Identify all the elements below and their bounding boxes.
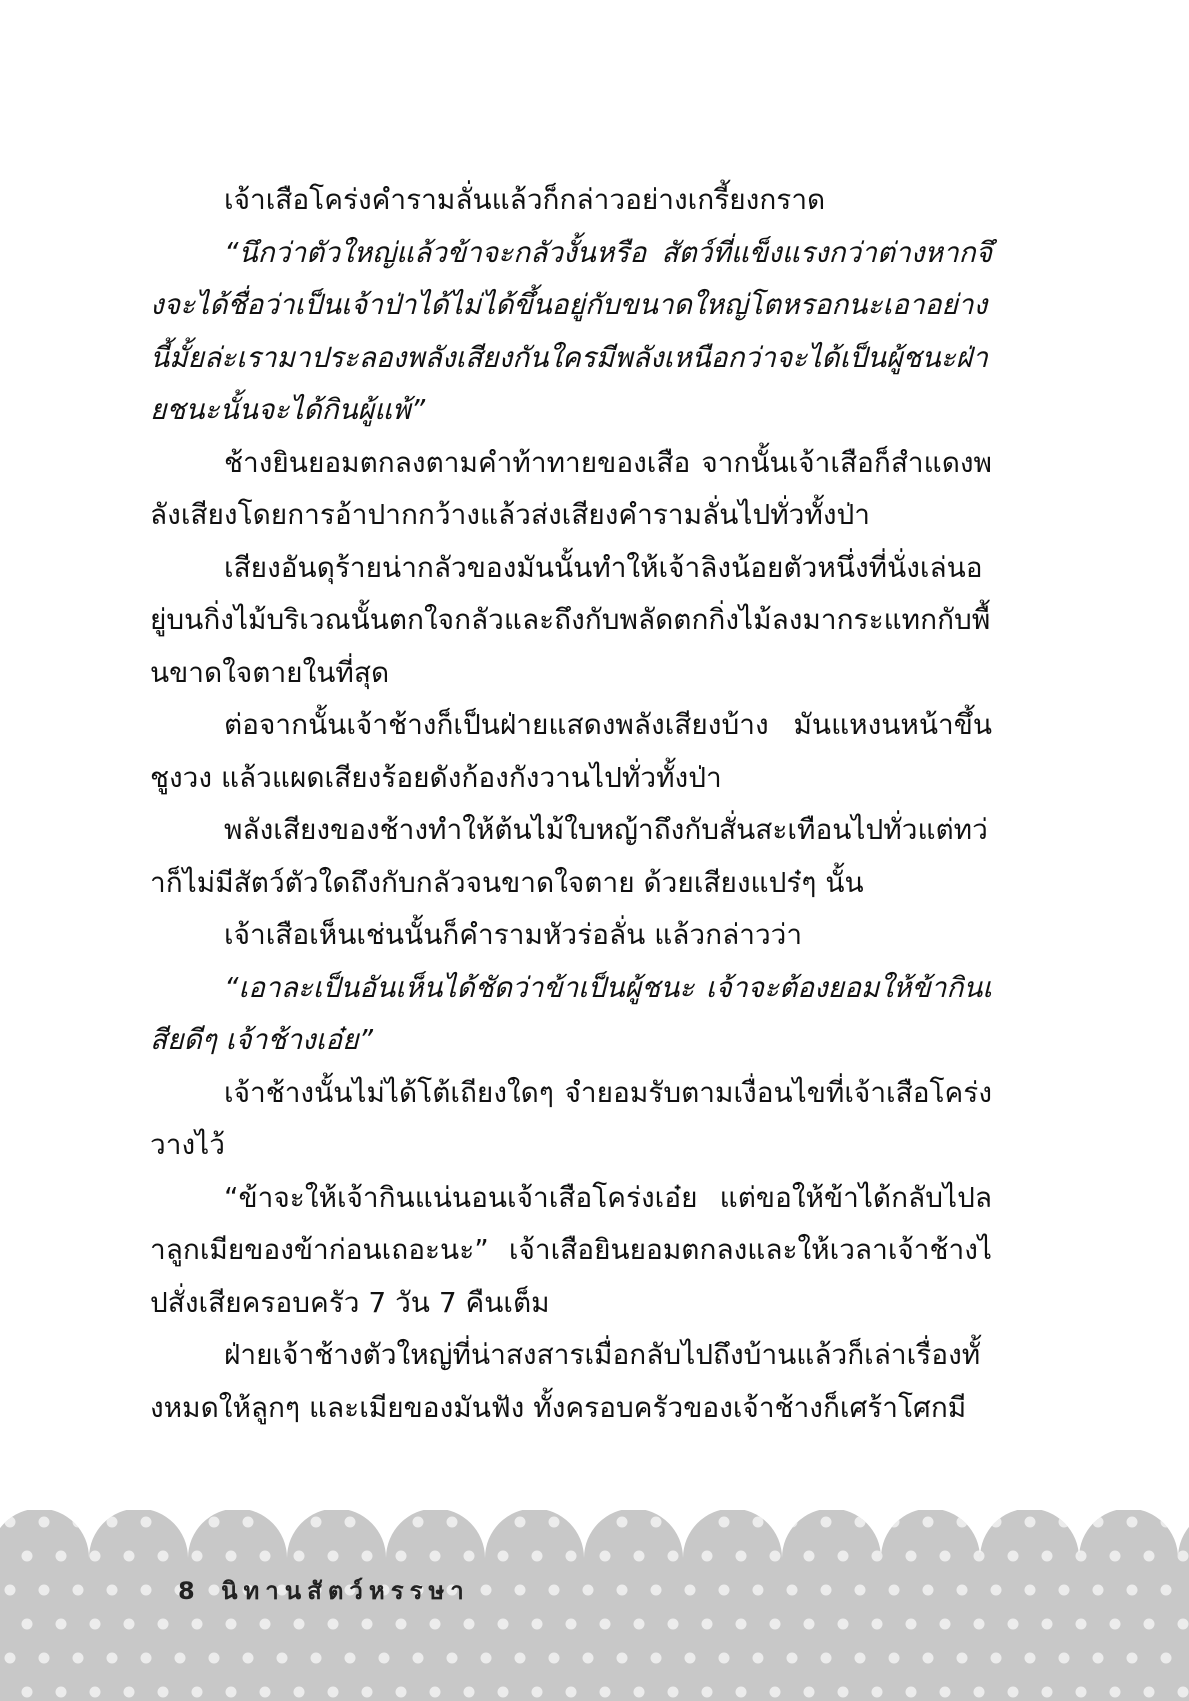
polka-dot (192, 1687, 203, 1698)
polka-dot (1076, 1619, 1087, 1630)
polka-dot (107, 1585, 118, 1596)
polka-dot (583, 1517, 594, 1528)
polka-dot (430, 1619, 441, 1630)
polka-dot (566, 1551, 577, 1562)
polka-dot (617, 1517, 628, 1528)
polka-dot (1042, 1551, 1053, 1562)
polka-dot (702, 1551, 713, 1562)
polka-dot (719, 1517, 730, 1528)
polka-dot (124, 1551, 135, 1562)
polka-dot (481, 1585, 492, 1596)
polka-dot (141, 1517, 152, 1528)
polka-dot (906, 1551, 917, 1562)
polka-dot (294, 1619, 305, 1630)
polka-dot (379, 1653, 390, 1664)
page-footer (178, 1571, 470, 1610)
polka-dot (5, 1585, 16, 1596)
polka-dot (617, 1653, 628, 1664)
polka-dot (685, 1585, 696, 1596)
polka-dot (1008, 1551, 1019, 1562)
polka-dot (855, 1653, 866, 1664)
polka-dot (56, 1619, 67, 1630)
polka-dot (634, 1687, 645, 1698)
polka-dot (5, 1517, 16, 1528)
polka-dot (260, 1619, 271, 1630)
polka-dot (124, 1687, 135, 1698)
polka-dot (311, 1517, 322, 1528)
polka-dot (192, 1619, 203, 1630)
polka-dot (22, 1619, 33, 1630)
polka-dot (1059, 1585, 1070, 1596)
polka-dot (396, 1687, 407, 1698)
polka-dot (413, 1517, 424, 1528)
polka-dot (226, 1551, 237, 1562)
polka-dot (634, 1619, 645, 1630)
polka-dot (940, 1551, 951, 1562)
paragraph: เจ้าช้างนั้นไม่ได้โต้เถียงใดๆ จำยอมรับตามเงื่อนไขที่เจ้าเสือโคร่งวางไว้ (150, 1075, 992, 1161)
polka-dot (974, 1551, 985, 1562)
polka-dot (141, 1653, 152, 1664)
paragraph: “ข้าจะให้เจ้ากินแน่นอนเจ้าเสือโคร่งเอ๋ย แต่ขอให้ข้าได้กลับไปลาลูกเมียของข้าก่อนเถอะนะ” เจ้าเสือยินยอมตกลงและให้เวลาเจ้าช้างไปสั่งเสียครอบครัว 7 วัน 7 คืนเต็ม (150, 1180, 992, 1319)
polka-dot (1144, 1551, 1155, 1562)
polka-dot (430, 1551, 441, 1562)
polka-dot (175, 1653, 186, 1664)
polka-dot (600, 1687, 611, 1698)
polka-dot (141, 1585, 152, 1596)
polka-dot (991, 1585, 1002, 1596)
polka-dot (685, 1653, 696, 1664)
polka-dot (991, 1653, 1002, 1664)
polka-dot (328, 1687, 339, 1698)
polka-dot (1161, 1585, 1172, 1596)
polka-dot (73, 1517, 84, 1528)
polka-dot (124, 1619, 135, 1630)
polka-dot (889, 1653, 900, 1664)
polka-dot (821, 1653, 832, 1664)
polka-dot (855, 1585, 866, 1596)
polka-dot (1042, 1619, 1053, 1630)
polka-dot (753, 1517, 764, 1528)
polka-dot (22, 1551, 33, 1562)
polka-dot (668, 1619, 679, 1630)
polka-dot (1144, 1687, 1155, 1698)
polka-dot (379, 1517, 390, 1528)
polka-dot (90, 1551, 101, 1562)
polka-dot (209, 1653, 220, 1664)
polka-dot (889, 1585, 900, 1596)
polka-dot (617, 1585, 628, 1596)
polka-dot (1059, 1653, 1070, 1664)
polka-dot (226, 1619, 237, 1630)
paragraph: เจ้าเสือเห็นเช่นนั้นก็คำรามหัวร่อลั่น แล้วกล่าวว่า (224, 918, 803, 951)
paragraph: เจ้าเสือโคร่งคำรามลั่นแล้วก็กล่าวอย่างเกรี้ยงกราด (224, 183, 826, 216)
polka-dot (1110, 1619, 1121, 1630)
polka-dot (651, 1585, 662, 1596)
polka-dot (532, 1619, 543, 1630)
polka-dot (906, 1687, 917, 1698)
polka-dot (1110, 1551, 1121, 1562)
polka-dot (481, 1517, 492, 1528)
polka-dot (906, 1619, 917, 1630)
polka-dot (362, 1687, 373, 1698)
polka-dot (600, 1619, 611, 1630)
polka-dot (634, 1551, 645, 1562)
polka-dot (651, 1653, 662, 1664)
polka-dot (821, 1585, 832, 1596)
polka-dot (311, 1653, 322, 1664)
polka-dot (1059, 1517, 1070, 1528)
polka-dot (192, 1551, 203, 1562)
polka-dot (668, 1551, 679, 1562)
polka-dot (736, 1687, 747, 1698)
polka-dot (583, 1653, 594, 1664)
polka-dot (515, 1517, 526, 1528)
polka-dot (328, 1619, 339, 1630)
polka-dot (498, 1551, 509, 1562)
polka-dot (838, 1551, 849, 1562)
polka-dot (158, 1551, 169, 1562)
polka-dot (464, 1551, 475, 1562)
polka-dot (770, 1619, 781, 1630)
polka-dot (464, 1619, 475, 1630)
polka-dot (600, 1551, 611, 1562)
polka-dot (56, 1687, 67, 1698)
polka-dot (770, 1687, 781, 1698)
polka-dot (974, 1687, 985, 1698)
book-title: นิทานสัตว์หรรษา (221, 1577, 470, 1605)
polka-dot (804, 1551, 815, 1562)
polka-dot (668, 1687, 679, 1698)
paragraph-quote: “เอาละเป็นอันเห็นได้ชัดว่าข้าเป็นผู้ชนะ เจ้าจะต้องยอมให้ข้ากินเสียดีๆ เจ้าช้างเอ๋ย” (150, 970, 992, 1056)
polka-dot (515, 1585, 526, 1596)
polka-dot (1127, 1517, 1138, 1528)
polka-dot (260, 1687, 271, 1698)
polka-dot (838, 1619, 849, 1630)
polka-dot (685, 1517, 696, 1528)
polka-dot (1025, 1585, 1036, 1596)
polka-dot (855, 1517, 866, 1528)
polka-dot (362, 1551, 373, 1562)
polka-dot (566, 1687, 577, 1698)
polka-dot (39, 1585, 50, 1596)
polka-dot (549, 1653, 560, 1664)
polka-dot (498, 1687, 509, 1698)
polka-dot (175, 1517, 186, 1528)
polka-dot (702, 1687, 713, 1698)
polka-dot (107, 1517, 118, 1528)
polka-dot (566, 1619, 577, 1630)
polka-dot (872, 1551, 883, 1562)
paragraph: เสียงอันดุร้ายน่ากลัวของมันนั้นทำให้เจ้าลิงน้อยตัวหนึ่งที่นั่งเล่นอยู่บนกิ่งไม้บริเวณนั้นตกใจกลัวและถึงกับพลัดตกกิ่งไม้ลงมากระแทกกับพื้นขาดใจตายในที่สุด (150, 550, 991, 689)
polka-dot (804, 1619, 815, 1630)
polka-dot (260, 1551, 271, 1562)
paragraph: พลังเสียงของช้างทำให้ต้นไม้ใบหญ้าถึงกับสั่นสะเทือนไปทั่วแต่ทว่าก็ไม่มีสัตว์ตัวใดถึงกับกลัวจนขาดใจตาย ด้วยเสียงแปร๋ๆ นั้น (150, 813, 988, 899)
polka-dot (1110, 1687, 1121, 1698)
polka-dot (294, 1551, 305, 1562)
polka-dot (39, 1653, 50, 1664)
polka-dot (1161, 1653, 1172, 1664)
polka-dot (396, 1619, 407, 1630)
polka-dot (957, 1517, 968, 1528)
polka-dot (957, 1585, 968, 1596)
polka-dot (243, 1653, 254, 1664)
polka-dot (1093, 1653, 1104, 1664)
polka-dot (923, 1517, 934, 1528)
polka-dot (1008, 1619, 1019, 1630)
polka-dot (22, 1687, 33, 1698)
polka-dot (1161, 1517, 1172, 1528)
polka-dot (1093, 1585, 1104, 1596)
polka-dot (957, 1653, 968, 1664)
story-body (150, 174, 992, 1434)
polka-dot (328, 1551, 339, 1562)
polka-dot (158, 1687, 169, 1698)
polka-dot (787, 1653, 798, 1664)
polka-dot (107, 1653, 118, 1664)
polka-dot (345, 1653, 356, 1664)
polka-dot (158, 1619, 169, 1630)
polka-dot (940, 1687, 951, 1698)
polka-dot (923, 1585, 934, 1596)
paragraph: ช้างยินยอมตกลงตามคำท้าทายของเสือ จากนั้นเจ้าเสือก็สำแดงพลังเสียงโดยการอ้าปากกว้างแล้วส่งเสียงคำรามลั่นไปทั่วทั้งป่า (150, 445, 992, 531)
polka-dot (209, 1517, 220, 1528)
polka-dot (464, 1687, 475, 1698)
polka-dot (549, 1517, 560, 1528)
polka-dot (498, 1619, 509, 1630)
paragraph: ต่อจากนั้นเจ้าช้างก็เป็นฝ่ายแสดงพลังเสียงบ้าง มันแหงนหน้าขึ้นชูงวง แล้วแผดเสียงร้อยดังก้องกังวานไปทั่วทั้งป่า (150, 708, 992, 794)
polka-dot (923, 1653, 934, 1664)
polka-dot (1127, 1585, 1138, 1596)
polka-dot (294, 1687, 305, 1698)
polka-dot (719, 1585, 730, 1596)
polka-dot (413, 1653, 424, 1664)
polka-dot (90, 1619, 101, 1630)
polka-dot (1093, 1517, 1104, 1528)
polka-dot (1025, 1517, 1036, 1528)
polka-dot (753, 1585, 764, 1596)
polka-dot (532, 1551, 543, 1562)
polka-dot (549, 1585, 560, 1596)
polka-dot (736, 1619, 747, 1630)
polka-dot (1076, 1551, 1087, 1562)
polka-dot (804, 1687, 815, 1698)
polka-dot (736, 1551, 747, 1562)
polka-dot (1076, 1687, 1087, 1698)
polka-dot (1178, 1551, 1189, 1562)
polka-dot (583, 1585, 594, 1596)
polka-dot (1144, 1619, 1155, 1630)
polka-dot (753, 1653, 764, 1664)
polka-dot (991, 1517, 1002, 1528)
polka-dot (39, 1517, 50, 1528)
polka-dot (226, 1687, 237, 1698)
polka-dot (1178, 1687, 1189, 1698)
polka-dot (90, 1687, 101, 1698)
polka-dot (515, 1653, 526, 1664)
polka-dot (1008, 1687, 1019, 1698)
polka-dot (974, 1619, 985, 1630)
polka-dot (889, 1517, 900, 1528)
polka-dot (770, 1551, 781, 1562)
polka-dot (838, 1687, 849, 1698)
polka-dot (1042, 1687, 1053, 1698)
polka-dot (243, 1517, 254, 1528)
polka-dot (940, 1619, 951, 1630)
polka-dot (702, 1619, 713, 1630)
polka-dot (56, 1551, 67, 1562)
polka-dot (1127, 1653, 1138, 1664)
polka-dot (5, 1653, 16, 1664)
polka-dot (73, 1585, 84, 1596)
polka-dot (396, 1551, 407, 1562)
polka-dot (430, 1687, 441, 1698)
polka-dot (719, 1653, 730, 1664)
polka-dot (532, 1687, 543, 1698)
polka-dot (1025, 1653, 1036, 1664)
polka-dot (872, 1687, 883, 1698)
polka-dot (447, 1517, 458, 1528)
polka-dot (1178, 1619, 1189, 1630)
polka-dot (362, 1619, 373, 1630)
polka-dot (345, 1517, 356, 1528)
page-number: 8 (178, 1577, 195, 1605)
polka-dot (651, 1517, 662, 1528)
polka-dot (481, 1653, 492, 1664)
polka-dot (821, 1517, 832, 1528)
polka-dot (872, 1619, 883, 1630)
polka-dot (277, 1517, 288, 1528)
polka-dot (447, 1653, 458, 1664)
polka-dot (787, 1517, 798, 1528)
paragraph-quote: “นึกว่าตัวใหญ่แล้วข้าจะกลัวงั้นหรือ สัตว์ที่แข็งแรงกว่าต่างหากจึงจะได้ชื่อว่าเป็นเจ้าป่าได้ไม่ได้ขึ้นอยู่กับขนาดใหญ่โตหรอกนะเอาอย่างนี้มั้ยล่ะเรามาประลองพลังเสียงกันใครมีพลังเหนือกว่าจะได้เป็นผู้ชนะฝ่ายชนะนั้นจะได้กินผู้แพ้” (150, 235, 992, 426)
paragraph: ฝ่ายเจ้าช้างตัวใหญ่ที่น่าสงสารเมื่อกลับไปถึงบ้านแล้วก็เล่าเรื่องทั้งหมดให้ลูกๆ และเมียของมันฟัง ทั้งครอบครัวของเจ้าช้างก็เศร้าโศกมี (150, 1338, 981, 1424)
polka-dot (73, 1653, 84, 1664)
polka-dot (787, 1585, 798, 1596)
polka-dot (277, 1653, 288, 1664)
